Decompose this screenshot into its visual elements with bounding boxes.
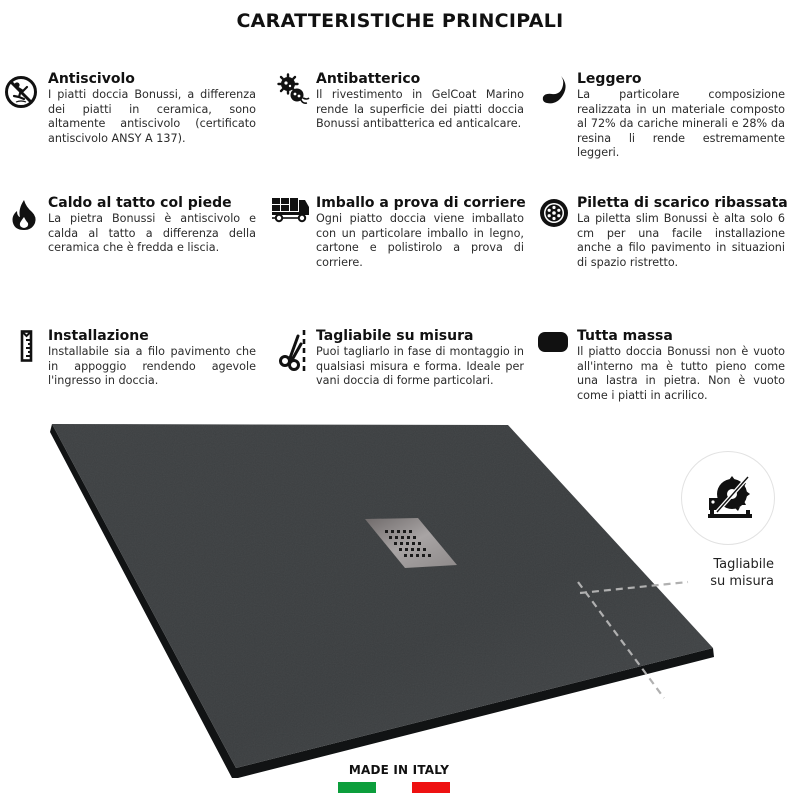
drain-icon <box>539 198 569 228</box>
shower-tray-image <box>0 400 800 800</box>
feature-antiscivolo <box>48 71 256 146</box>
feature-antibatterico <box>316 71 524 132</box>
feature-description: Il piatto doccia Bonussi non è vuoto all'interno ma è tutto pieno come una lastra in pietra. Non è vuoto come i piatti in acrilico. <box>577 345 785 402</box>
feature-description: Ogni piatto doccia viene imballato con un particolare imballo in legno, cartone e polistirolo a prova di corriere. <box>316 212 524 269</box>
cut-to-size-badge <box>681 451 775 545</box>
feature-description: La particolare composizione realizzata in un materiale composto al 72% da cariche minerali e 28% da resina li rende estremamente leggeri. <box>577 88 785 160</box>
feature-title: Antiscivolo <box>48 71 135 87</box>
ruler-icon <box>20 330 34 362</box>
cut-to-size-label: Tagliabile su misura <box>710 557 774 589</box>
feature-caldo <box>48 195 256 256</box>
feature-title: Piletta di scarico ribassata <box>577 195 788 211</box>
feature-title: Caldo al tatto col piede <box>48 195 232 211</box>
feature-title: Tagliabile su misura <box>316 328 474 344</box>
flag-green-stripe <box>338 782 376 793</box>
feature-tutta-massa <box>577 328 785 403</box>
circular-saw-icon <box>702 472 754 524</box>
feature-description: Il rivestimento in GelCoat Marino rende la superficie dei piatti doccia Bonussi antibatterica ed anticalcare. <box>316 88 524 131</box>
feature-installazione <box>48 328 256 389</box>
feature-title: Tutta massa <box>577 328 673 344</box>
feature-title: Leggero <box>577 71 642 87</box>
made-in-italy <box>337 763 461 777</box>
feature-description: Installabile sia a filo pavimento che in appoggio rendendo agevole l'ingresso in doccia. <box>48 345 256 388</box>
feather-icon <box>541 75 569 107</box>
feature-title: Imballo a prova di corriere <box>316 195 526 211</box>
feature-leggero <box>577 71 785 161</box>
made-in-italy-label: MADE IN ITALY <box>348 763 450 777</box>
flame-icon <box>10 199 38 231</box>
flag-red-stripe <box>412 782 450 793</box>
feature-title: Installazione <box>48 328 149 344</box>
feature-title: Antibatterico <box>316 71 421 87</box>
feature-description: La piletta slim Bonussi è alta solo 6 cm per una facile installazione anche a filo pavimento in situazioni di spazio ristretto. <box>577 212 785 269</box>
feature-piletta <box>577 195 788 270</box>
page-title: CARATTERISTICHE PRINCIPALI <box>236 10 564 32</box>
feature-description: I piatti doccia Bonussi, a differenza dei piatti in ceramica, sono altamente antiscivolo (certificato antiscivolo ANSY A 137). <box>48 88 256 145</box>
feature-description: Puoi tagliarlo in fase di montaggio in qualsiasi misura e forma. Ideale per vani doccia di forme particolari. <box>316 345 524 388</box>
solid-block-icon <box>537 331 569 353</box>
feature-description: La pietra Bonussi è antiscivolo e calda al tatto a differenza della ceramica che è fredda e liscia. <box>48 212 256 255</box>
feature-imballo <box>316 195 524 270</box>
feature-tagliabile <box>316 328 524 389</box>
delivery-truck-icon <box>272 197 310 223</box>
scissors-cut-icon <box>278 328 310 374</box>
bacteria-icon <box>276 73 310 107</box>
no-slip-icon <box>4 75 38 109</box>
